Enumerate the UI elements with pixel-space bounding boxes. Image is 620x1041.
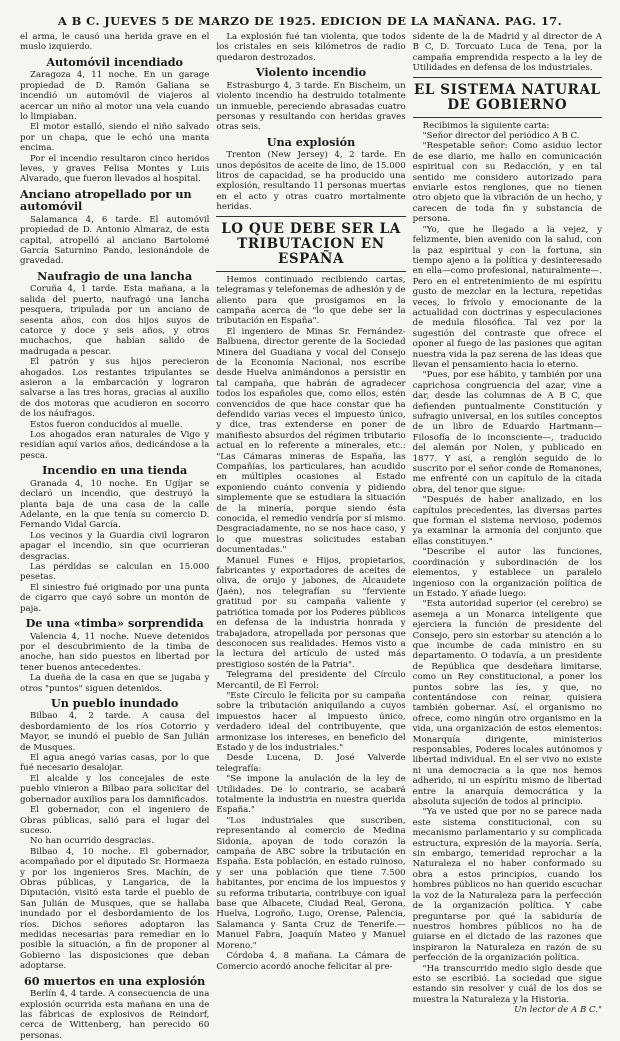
article-text: Valencia 4, 11 noche. Nueve detenidos por el descubrimiento de la timba de anoche, han sido puestos en libertad por tener buenos antecedentes. [20,631,210,673]
article-text: El alcalde y los concejales de este pueblo vinieron a Bilbao para solicitar del gobernador auxilios para los damnificados. [20,773,210,805]
article-text: Coruña 4, 1 tarde. Esta mañana, a la salida del puerto, naufragó una lancha pesquera, tripulada por un anciano de sesenta años, con dos hijos suyos de catorce y doce y seis años, y otros muchachos, que habían salido de madrugada a pescar. [20,284,210,357]
article-text: "Se impone la anulación de la ley de Utilidades. De lo contrario, se acabará totalmente la industria en nuestra querida España." [216,774,406,816]
article-text: El siniestro fué originado por una punta de cigarro que cayó sobre un montón de paja. [20,582,210,614]
divider [413,77,602,78]
article-text: "Este Círculo le felicita por su campaña sobre la tributación aniquilando a cuyos impuestos hacer al impuesto único, verdadero ideal del contribuyente, que armonizase los intereses, en beneficio del Estado y de los industriales." [216,690,406,753]
article-text: Por el incendio resultaron cinco heridos leves, y graves Felisa Montes y Luis Alvarado, que fueron llevados al hospital. [20,153,210,185]
page-header: A B C. JUEVES 5 DE MARZO DE 1925. EDICION DE LA MAÑANA. PAG. 17. [57,14,563,28]
article-text: El patrón y sus hijos perecieron ahogados. Los restantes tripulantes se asieron a la embarcación y lograron salvarse a las tres horas, gracias al auxilio de dos motoras que acudieron en socorro de los náufragos. [20,357,210,420]
article-text: "Respetable señor: Como asiduo lector de ese diario, me hallo en comunicación espiritual con su Redacción, y en tal sentido me considero autorizado para enviarle estos renglones, que no tienen otro objeto que la vibración de un hecho, y carecen de toda fin y substancia de persona. [412,141,602,225]
article-text: Estos fueron conducidos al muelle. [30,419,183,430]
newspaper-columns [20,32,602,1041]
article-text: Bilbao 4, 10 noche. El gobernador, acompañado por el diputado Sr. Hormaeza y por los ingenieros Sres. Machín, de Obras públicas, y Langarica, de la Diputación, visitó esta tarde el pueblo de San Julián de Musques, que se hallaba inundado por el desbordamiento de los ríos. Dichos señores adoptaron las medidas necesarias para remediar en lo posible la situación, a fin de proponer al Gobierno las disposiciones que deban adoptarse. [20,846,210,972]
divider [413,117,602,118]
divider [216,216,405,217]
article-title: Un pueblo inundado [51,695,179,710]
divider [216,271,405,272]
article-title: Naufragio de una lancha [37,268,193,283]
article-text: "Ya ve usted que por no se parece nada este sistema constitucional, con su mecanismo parlamentario y su complicada estructura, expresión de la mayoría. Sería, sin embargo, temeridad reprochar a la Naturaleza el no haber conformado su obra a estos principios, cuando los hombres públicos no han querido escuchar la voz de la Naturaleza para la perfección de la organización política. Y cabe preguntarse por qué la sabiduría de nuestros hombres públicos no ha de guiarse en el dictado de las razones que inspiraron la Naturaleza en razón de su perfección de la organización política. [412,807,602,964]
article-text: "Pues, por ese hábito, y también por una caprichosa congruencia del azar, vine a dar, desde las columnas de A B C, que defienden puntualmente Constitución y sufragio universal, en los sutiles conceptos de un libro de Eduardo Hartmann—Filosofía de lo inconsciente—, traducido del alemán por Nolen, y publicado en 1877. Y así, a renglón seguido de lo suscrito por el señor conde de Romanones, me enfrenté con un capítulo de la citada obra, del tenor que sigue: [412,370,602,495]
article-text: "Ha transcurrido medio siglo desde que esto se escribió. La sociedad que sigue estando sin resolver y cuál de los dos se muestra la Naturaleza y la Historia. [412,963,602,1005]
article-text: "Después de haber analizado, en los capítulos precedentes, las diversas partes que forman el sistema nervioso, podemos ya examinar la armonía del conjunto que ellas constituyen." [412,495,602,547]
article-title: 60 muertos en una explosión [24,973,206,988]
article-text: Hemos continuado recibiendo cartas, telegramas y telefonemas de adhesión y de aliento para que prosigamos en la campaña acerca de "lo que debe ser la tributación en España". [216,274,406,327]
article-text: "Esta autoridad superior (el cerebro) se asemeja a un Monarca inteligente que ejerciera la función de presidente del Consejo, pero sin estorbar su atención a lo que incumbe de cada ministro en su departamento. O todavía, a un presidente de República que desdeñara limitarse, como un Rey constitucional, a poner los puntos sobre las íes, y que, no contentándose con reinar, quisiera también gobernar. Así, el organismo no ofrece, como ningún otro organismo en la vida, una organización de estos elementos: Monarquía dirigente, ministerios responsables, Poderes locales autónomos y libertad individual. En el ser vivo no existe ni una democracia a la que nos hemos adherido, ni un espíritu mismo de libertad entre la anarquía democrática y la absoluta sujeción de todos al principio. [412,599,602,808]
article-text: Los vecinos y la Guardia civil lograron apagar el incendio, sin que ocurrieran desgracias. [20,530,210,562]
article-text: Telegrama del presidente del Círculo Mercantil, de El Ferrol: [216,670,406,691]
column-2 [216,32,406,972]
article-text: Los ahogados eran naturales de Vigo y residían aquí varios años, dedicándose a la pesca. [20,430,210,461]
article-text: Las pérdidas se calculan en 15.000 pesetas. [20,561,210,583]
article-text: Desde Lucena, D. José Valverde telegrafía: [216,753,406,774]
feature-headline: EL SISTEMA NATURAL DE GOBIERNO [414,81,601,113]
article-text: el arma, le causó una herida grave en el muslo izquierdo. [20,32,210,53]
article-text: sidente de la de Madrid y al director de A B C, D. Torcuato Luca de Tena, por la campaña emprendida respecto a la ley de Utilidades en defensa de los industriales. [412,32,602,74]
article-text: "Yo, que he llegado a la vejez, y felizmente, bien avenido con la salud, con la paz espiritual y con la fortuna, sin tiempo ajeno a la política y desinteresado en ella—como profesional, naturalmente—. Pero en el entretenimiento de mi espíritu gusto de mezclar en la lectura, repetidas veces, lo frívolo y emocionante de la actualidad con doctrinas y especulaciones de medula filosófica. Tal vez por la sugestión del contraste que ofrece el oponer al fuego de las pasiones que agitan nuestra vida la paz serena de las ideas que llevan el pensamiento hacia lo eterno. [412,224,602,370]
article-text: Recibimos la siguiente carta: [422,120,550,131]
article-title: Anciano atropellado por un automóvil [20,186,192,214]
article-title: Incendio en una tienda [42,463,188,478]
article-title: Una explosión [266,134,356,149]
article-text: Trenton (New Jersey) 4, 2 tarde. En unos depósitos de aceite de lino, de 15.000 litros de capacidad, se ha producido una explosión, resultando 11 personas muertas en el acto y otras cuatro mortalmente heridas. [216,150,406,213]
article-text: La explosión fué tan violenta, que todos los cristales en seis kilómetros de radio quedaron destrozados. [216,32,406,63]
article-text: Zaragoza 4, 11 noche. En un garage propiedad de D. Ramón Galiana se incendió un automóvil de viajeros al acercar un niño al motor una vela cuando lo limpiaban. [20,70,210,122]
article-title: Automóvil incendiado [46,54,184,69]
article-text: El gobernador, con el ingeniero de Obras públicas, salió para el lugar del suceso. [20,805,210,836]
article-text: Córdoba 4, 8 mañana. La Cámara de Comercio acordó anoche felicitar al pre- [216,951,406,972]
feature-headline: LO QUE DEBE SER LA TRIBUTACION EN ESPAÑA [221,220,401,267]
column-3 [412,32,602,1016]
article-text: Granada 4, 10 noche. En Ugíjar se declaró un incendio, que destruyó la planta baja de una casa de la calle Adelante, en la que tenía su comercio D. Fernando Vidal García. [20,478,210,531]
article-text: Manuel Funes e Hijos, propietarios, fabricantes y exportadores de aceites de oliva, de orujo y jabones, de Alcaudete (Jaén), nos telegrafían su "ferviente gratitud por su campaña valiente y patriótica tomada por los Poderes públicos en defensa de la industria honrada y trabajadora, atropellada por personas que desconocen sus realidades. Hemos visto a la lectura del artículo de usted más prestigioso sostén de la Patria". [216,555,406,670]
article-title: De una «timba» sorprendida [25,616,204,630]
article-text: "Describe el autor las funciones, coordinación y subordinación de los elementos, y establece un paralelo ingenioso con la organización política de un Estado. Y añade luego: [412,547,602,599]
article-text: La dueña de la casa en que se jugaba y otros "puntos" siguen detenidos. [20,673,210,694]
article-text: Bilbao 4, 2 tarde. A causa del desbordamiento de los ríos Cotorrio y Mayor, se inundó el pueblo de San Julián de Musques. [20,711,210,753]
article-text: Berlín 4, 4 tarde. A consecuencia de una explosión ocurrida esta mañana en una de las fábricas de explosivos de Reindorf, cerca de Wittenberg, han perecido 60 personas. [20,989,210,1041]
article-text: "Señor director del periódico A B C. [422,131,580,142]
article-text: El ingeniero de Minas Sr. Fernández-Balbuena, director gerente de la Sociedad Minera del Guadiana y vocal del Consejo de la Economía Nacional, nos escribe desde Huelva animándonos a persistir en tal campaña, que habrán de agradecer todos los españoles que, como ellos, estén convencidos de que hace constar que ha defendido varias veces el impuesto único, y dice, tras extenderse en poner de manifiesto absurdos del régimen tributario actual en lo referente a minerales, etc.: "Las Cámaras mineras de España, las Compañías, los particulares, han acudido en múltiples ocasiones al Estado exponiendo cuánto convenía y pidiendo simplemente que se estudiara la situación de la minería, porque siendo ésta conocida, el remedio vendría por sí mismo. Desgraciadamente, no se nos hace caso, y lo que muestras solicitudes estaban documentadas." [216,326,406,556]
article-text: Estrasburgo 4, 3 tarde. En Bischeim, un violento incendio ha destruido totalmente un inmueble, pereciendo abrasadas cuatro personas y resultando con heridas graves otras seis. [216,80,406,133]
article-title: Violento incendio [255,65,367,80]
article-text: "Los industriales que suscriben, representando al comercio de Medina Sidonia, apoyan de todo corazón la campaña de ABC sobre la tributación en España. Esta población, en estado ruinoso, y ser una población que tiene 7.500 habitantes, por encima de los impuestos y su reforma tributaria, contribuye con igual base que Albacete, Ciudad Real, Gerona, Huelva, Logroño, Lugo, Orense, Palencia, Salamanca y Santa Cruz de Tenerife.—Manuel Fabra, Joaquín Mateo y Manuel Moreno." [216,815,406,951]
column-1 [20,32,210,1041]
article-text: Salamanca 4, 6 tarde. El automóvil propiedad de D. Antonio Almaraz, de esta capital, atropelló al anciano Bartolomé García Saturnino Pando, lesionándole de gravedad. [20,214,210,267]
article-text: El motor estalló, siendo el niño salvado por un chapa, que le echó una manta encima. [20,122,210,154]
article-text: No han ocurrido desgracias. [30,836,154,847]
article-text: El agua anegó varias casas, por lo que fué necesario desalojar. [20,753,210,774]
signature: Un lector de A B C." [514,1005,602,1016]
